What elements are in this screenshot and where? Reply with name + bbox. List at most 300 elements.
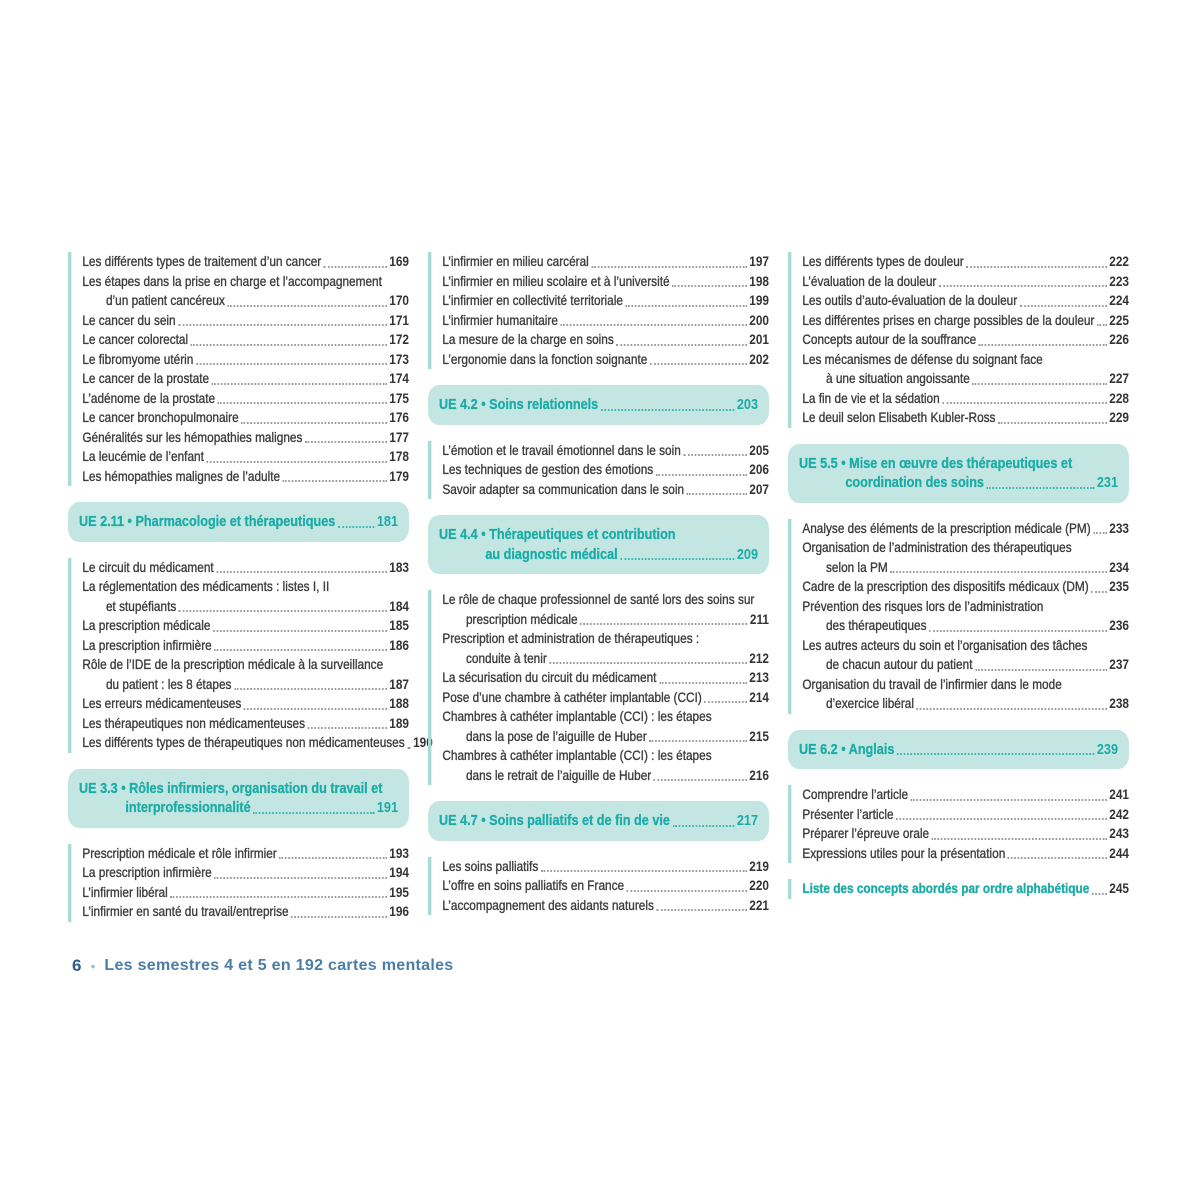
dotted-leader bbox=[308, 727, 387, 729]
toc-entry-line bbox=[442, 746, 769, 766]
toc-entry-label: Organisation de l’administration des thérapeutiques bbox=[802, 539, 1072, 555]
toc-entry-label: Analyse des éléments de la prescription médicale (PM) bbox=[802, 519, 1091, 536]
dotted-leader bbox=[672, 285, 747, 287]
dotted-leader bbox=[214, 649, 386, 651]
toc-entry-label: L’infirmier en collectivité territoriale bbox=[442, 292, 623, 308]
toc-entry-line bbox=[802, 252, 1129, 272]
toc-entry-label: L’offre en soins palliatifs en France bbox=[442, 877, 625, 893]
toc-entry-line bbox=[442, 668, 769, 688]
toc-entry-page: 222 bbox=[1109, 253, 1129, 269]
toc-entry-line bbox=[82, 408, 409, 428]
toc-entry-line bbox=[82, 311, 409, 331]
toc-entry-label: Généralités sur les hémopathies malignes bbox=[82, 428, 303, 445]
toc-entry-label: La leucémie de l’enfant bbox=[82, 448, 204, 464]
toc-entry-line bbox=[442, 857, 769, 877]
toc-entry-page: 207 bbox=[749, 480, 769, 497]
dotted-leader bbox=[291, 916, 387, 918]
toc-entry-line bbox=[802, 558, 1129, 578]
toc-entry-label: Les thérapeutiques non médicamenteuses bbox=[82, 714, 306, 731]
toc-entry-label: Le circuit du médicament bbox=[82, 558, 214, 575]
dotted-leader bbox=[305, 441, 387, 443]
toc-entry-label: Les autres acteurs du soin et l’organisation des tâches bbox=[802, 636, 1088, 653]
toc-entry-line bbox=[802, 805, 1129, 825]
toc-entry-line bbox=[82, 330, 409, 350]
dotted-leader bbox=[659, 682, 747, 684]
dotted-leader bbox=[253, 812, 374, 814]
toc-entry-page: 173 bbox=[389, 350, 409, 367]
toc-entry-line bbox=[82, 252, 409, 272]
section-header bbox=[68, 769, 409, 828]
toc-entry-group bbox=[788, 519, 1129, 714]
toc-entry-page: 177 bbox=[389, 428, 409, 445]
toc-entry-label: prescription médicale bbox=[465, 610, 578, 627]
toc-entry-page: 227 bbox=[1109, 370, 1129, 386]
toc-entry-label: Le cancer colorectal bbox=[82, 331, 189, 347]
toc-entry-label: Prescription et administration de thérapeutiques : bbox=[442, 630, 700, 646]
toc-entry-line bbox=[442, 629, 769, 649]
toc-entry-line bbox=[82, 447, 409, 467]
toc-entry-page: 237 bbox=[1109, 656, 1129, 672]
dotted-leader bbox=[549, 662, 746, 664]
toc-entry-line bbox=[799, 454, 1118, 474]
dotted-leader bbox=[1092, 893, 1107, 895]
toc-entry-line bbox=[802, 636, 1129, 656]
toc-entry-line bbox=[802, 311, 1129, 331]
toc-entry-line bbox=[82, 597, 409, 617]
toc-entry-line bbox=[82, 350, 409, 370]
toc-entry-page: 241 bbox=[1109, 786, 1129, 802]
dotted-leader bbox=[244, 708, 387, 710]
toc-entry-line bbox=[802, 694, 1129, 714]
toc-entry-page: 235 bbox=[1109, 578, 1129, 594]
toc-entry-line bbox=[82, 369, 409, 389]
toc-entry-line bbox=[802, 408, 1129, 428]
dotted-leader bbox=[1020, 305, 1107, 307]
toc-entry-label: Prévention des risques lors de l’administration bbox=[802, 597, 1044, 614]
section-header bbox=[428, 515, 769, 574]
dotted-leader bbox=[683, 454, 746, 456]
dotted-leader bbox=[214, 877, 386, 879]
toc-entry-group bbox=[428, 590, 769, 785]
toc-column-content bbox=[68, 252, 433, 922]
toc-entry-label: Prescription médicale et rôle infirmier bbox=[82, 844, 277, 861]
toc-entry-label: UE 5.5 • Mise en œuvre des thérapeutiques et bbox=[798, 454, 1073, 472]
section-header bbox=[428, 801, 769, 841]
toc-entry-line bbox=[442, 766, 769, 786]
toc-entry-label: Présenter l’article bbox=[802, 805, 894, 822]
dotted-leader bbox=[227, 305, 386, 307]
toc-entry-label: L’évaluation de la douleur bbox=[802, 272, 937, 289]
toc-entry-page: 199 bbox=[749, 292, 769, 308]
toc-entry-line bbox=[802, 597, 1129, 617]
toc-entry-label: Le deuil selon Elisabeth Kubler-Ross bbox=[802, 409, 996, 425]
toc-entry-label: UE 3.3 • Rôles infirmiers, organisation du travail et bbox=[78, 779, 383, 797]
toc-entry-page: 221 bbox=[749, 896, 769, 913]
toc-entry-page: 178 bbox=[389, 448, 409, 464]
toc-entry-line bbox=[802, 824, 1129, 844]
toc-entry-line bbox=[82, 291, 409, 311]
toc-entry-line bbox=[802, 655, 1129, 675]
section-header bbox=[68, 502, 409, 542]
dotted-leader bbox=[986, 487, 1094, 489]
toc-entry-line bbox=[442, 590, 769, 610]
toc-entry-group bbox=[68, 844, 409, 922]
toc-entry-line bbox=[442, 727, 769, 747]
toc-entry-page: 188 bbox=[389, 695, 409, 711]
dotted-leader bbox=[890, 571, 1106, 573]
toc-column bbox=[68, 252, 433, 938]
dotted-leader bbox=[541, 870, 747, 872]
toc-entry-label: Liste des concepts abordés par ordre alphabétique bbox=[802, 880, 1090, 896]
toc-entry-line bbox=[439, 545, 758, 565]
dotted-leader bbox=[687, 493, 747, 495]
toc-entry-label: Les différentes prises en charge possibles de la douleur bbox=[802, 311, 1095, 328]
dotted-leader bbox=[932, 838, 1107, 840]
toc-entry-line bbox=[802, 272, 1129, 292]
toc-entry-page: 213 bbox=[749, 669, 769, 685]
section-header bbox=[428, 385, 769, 425]
toc-entry-group bbox=[788, 785, 1129, 863]
toc-entry-label: L’ergonomie dans la fonction soignante bbox=[442, 350, 648, 367]
toc-entry-line bbox=[82, 616, 409, 636]
toc-entry-line bbox=[82, 428, 409, 448]
toc-entry-group bbox=[428, 252, 769, 369]
toc-entry-label: UE 4.4 • Thérapeutiques et contribution bbox=[438, 526, 676, 543]
toc-entry-line bbox=[802, 675, 1129, 695]
toc-entry-page: 242 bbox=[1109, 805, 1129, 822]
toc-entry-line bbox=[442, 480, 769, 500]
toc-entry-page: 219 bbox=[749, 857, 769, 874]
dotted-leader bbox=[975, 669, 1107, 671]
dotted-leader bbox=[1091, 591, 1107, 593]
toc-entry-line bbox=[442, 707, 769, 727]
toc-entry-line bbox=[442, 688, 769, 708]
toc-entry-page: 220 bbox=[749, 877, 769, 893]
toc-entry-label: Expressions utiles pour la présentation bbox=[802, 844, 1006, 861]
toc-entry-page: 215 bbox=[749, 727, 769, 744]
toc-entry-label: Le rôle de chaque professionnel de santé lors des soins sur bbox=[442, 591, 755, 607]
toc-column bbox=[788, 252, 1129, 938]
dotted-leader bbox=[654, 779, 747, 781]
toc-entry-line bbox=[439, 525, 758, 545]
toc-entry-page: 187 bbox=[389, 675, 409, 692]
toc-entry-page: 225 bbox=[1109, 311, 1129, 328]
toc-entry-page: 183 bbox=[389, 558, 409, 575]
toc-entry-label: La réglementation des médicaments : listes I, II bbox=[82, 578, 330, 594]
toc-entry-line bbox=[442, 291, 769, 311]
toc-entry-label: de chacun autour du patient bbox=[825, 656, 973, 672]
toc-entry-label: L’infirmier humanitaire bbox=[442, 311, 558, 328]
toc-entry-page: 233 bbox=[1109, 519, 1129, 536]
toc-entry-line bbox=[82, 272, 409, 292]
dotted-leader bbox=[218, 402, 387, 404]
dotted-leader bbox=[620, 558, 734, 560]
toc-entry-page: 179 bbox=[389, 467, 409, 484]
dotted-leader bbox=[929, 630, 1107, 632]
toc-entry-label: La mesure de la charge en soins bbox=[442, 331, 614, 347]
toc-entry-label: Les techniques de gestion des émotions bbox=[442, 461, 654, 477]
toc-entry-line bbox=[442, 896, 769, 916]
toc-entry-page: 212 bbox=[749, 649, 769, 666]
toc-entry-label: L’infirmier en santé du travail/entreprise bbox=[82, 903, 289, 919]
toc-entry-page: 228 bbox=[1109, 389, 1129, 406]
toc-entry-line bbox=[802, 369, 1129, 389]
toc-entry-label: interprofessionnalité bbox=[125, 799, 251, 816]
section-header bbox=[788, 730, 1129, 770]
toc-entry-group bbox=[428, 441, 769, 500]
toc-entry-label: Les différents types de douleur bbox=[802, 253, 964, 269]
toc-entry-line bbox=[442, 876, 769, 896]
toc-entry-label: dans la pose de l’aiguille de Huber bbox=[465, 727, 647, 744]
toc-entry-line bbox=[82, 883, 409, 903]
toc-entry-label: Cadre de la prescription des dispositifs médicaux (DM) bbox=[802, 578, 1089, 594]
toc-entry-line bbox=[79, 798, 398, 818]
toc-entry-page: 214 bbox=[749, 688, 769, 705]
toc-entry-page: 202 bbox=[749, 350, 769, 367]
toc-entry-label: La prescription infirmière bbox=[82, 864, 212, 880]
toc-entry-line bbox=[802, 330, 1129, 350]
toc-entry-label: UE 6.2 • Anglais bbox=[798, 740, 895, 758]
toc-entry-line bbox=[802, 577, 1129, 597]
toc-column bbox=[428, 252, 769, 938]
dotted-leader bbox=[191, 344, 387, 346]
toc-entry-label: Les différents types de traitement d’un cancer bbox=[82, 253, 322, 269]
toc-column-content bbox=[428, 252, 769, 915]
toc-entry-page: 223 bbox=[1109, 272, 1129, 289]
toc-entry-page: 229 bbox=[1109, 409, 1129, 425]
toc-entry-label: Organisation du travail de l’infirmier dans le mode bbox=[802, 675, 1062, 692]
toc-entry-line bbox=[82, 558, 409, 578]
toc-entry-label: L’infirmier libéral bbox=[82, 883, 168, 900]
toc-entry-line bbox=[79, 512, 398, 532]
footer-book-title: Les semestres 4 et 5 en 192 cartes mentales bbox=[104, 957, 454, 974]
toc-entry-page: 185 bbox=[389, 617, 409, 633]
toc-entry-page: 217 bbox=[736, 812, 759, 829]
toc-entry-line bbox=[82, 714, 409, 734]
toc-entry-label: L’adénome de la prostate bbox=[82, 389, 216, 406]
toc-entry-line bbox=[442, 460, 769, 480]
dotted-leader bbox=[196, 363, 387, 365]
toc-entry-label: Le fibromyome utérin bbox=[82, 350, 194, 367]
toc-entry-label: Les différents types de thérapeutiques non médicamenteuses bbox=[82, 734, 405, 750]
toc-entry-label: conduite à tenir bbox=[465, 649, 547, 666]
toc-entry-label: L’infirmier en milieu scolaire et à l’université bbox=[442, 272, 670, 289]
toc-entry-line bbox=[802, 350, 1129, 370]
dotted-leader bbox=[650, 363, 747, 365]
toc-entry-line bbox=[802, 519, 1129, 539]
toc-entry-group bbox=[68, 558, 433, 753]
toc-entry-label: Savoir adapter sa communication dans le soin bbox=[442, 480, 685, 497]
toc-entry-label: L’infirmier en milieu carcéral bbox=[442, 253, 589, 269]
toc-entry-page: 239 bbox=[1096, 740, 1119, 758]
toc-entry-line bbox=[82, 636, 409, 656]
toc-entry-group bbox=[68, 252, 409, 486]
toc-entry-page: 206 bbox=[749, 461, 769, 477]
toc-entry-page: 200 bbox=[749, 311, 769, 328]
dotted-leader bbox=[591, 266, 746, 268]
toc-entry-page: 190 bbox=[413, 734, 433, 750]
toc-entry-page: 224 bbox=[1109, 292, 1129, 308]
toc-entry-page: 181 bbox=[376, 513, 399, 530]
dotted-leader bbox=[656, 909, 746, 911]
toc-entry-page: 226 bbox=[1109, 331, 1129, 347]
toc-entry-line bbox=[82, 675, 409, 695]
toc-entry-label: Le cancer de la prostate bbox=[82, 370, 210, 386]
toc-entry-line bbox=[82, 844, 409, 864]
toc-entry-page: 211 bbox=[749, 610, 769, 627]
toc-entry-page: 238 bbox=[1109, 695, 1129, 711]
toc-entry-label: Chambres à cathéter implantable (CCI) : les étapes bbox=[442, 747, 712, 763]
section-header bbox=[788, 444, 1129, 503]
dotted-leader bbox=[911, 799, 1107, 801]
toc-entry-page: 201 bbox=[749, 331, 769, 347]
dotted-leader bbox=[324, 266, 387, 268]
toc-entry-page: 196 bbox=[389, 903, 409, 919]
toc-entry-label: du patient : les 8 étapes bbox=[105, 675, 232, 692]
dotted-leader bbox=[616, 344, 746, 346]
toc-entry-line bbox=[802, 538, 1129, 558]
dotted-leader bbox=[704, 701, 746, 703]
toc-entry-page: 236 bbox=[1109, 617, 1129, 633]
dotted-leader bbox=[917, 708, 1107, 710]
dotted-leader bbox=[1008, 857, 1107, 859]
toc-entry-line bbox=[442, 311, 769, 331]
dotted-leader bbox=[1097, 324, 1107, 326]
dotted-leader bbox=[979, 344, 1107, 346]
dotted-leader bbox=[178, 324, 387, 326]
toc-entry-label: Rôle de l’IDE de la prescription médicale à la surveillance bbox=[82, 656, 384, 672]
toc-entry-label: au diagnostic médical bbox=[485, 545, 618, 563]
toc-entry-page: 245 bbox=[1109, 880, 1129, 896]
toc-entry-label: Les outils d’auto-évaluation de la douleur bbox=[802, 292, 1018, 308]
toc-entry-label: Les étapes dans la prise en charge et l’accompagnement bbox=[82, 272, 382, 289]
dotted-leader bbox=[580, 623, 747, 625]
toc-entry-label: et stupéfiants bbox=[105, 597, 177, 614]
footer-page-number: 6 bbox=[72, 956, 82, 975]
dotted-leader bbox=[179, 610, 387, 612]
toc-entry-label: La sécurisation du circuit du médicament bbox=[442, 669, 657, 685]
toc-entry-page: 205 bbox=[749, 441, 769, 458]
toc-entry-label: Chambres à cathéter implantable (CCI) : les étapes bbox=[442, 708, 712, 724]
toc-entry-label: à une situation angoissante bbox=[825, 370, 970, 386]
dotted-leader bbox=[212, 383, 387, 385]
dotted-leader bbox=[656, 474, 747, 476]
toc-entry-page: 171 bbox=[389, 311, 409, 328]
toc-entry-line bbox=[82, 389, 409, 409]
dotted-leader bbox=[649, 740, 747, 742]
toc-entry-line bbox=[802, 785, 1129, 805]
toc-entry-line bbox=[442, 252, 769, 272]
toc-entry-line bbox=[439, 395, 758, 415]
toc-entry-page: 234 bbox=[1109, 558, 1129, 575]
toc-entry-label: Les erreurs médicamenteuses bbox=[82, 695, 242, 711]
toc-entry-line bbox=[802, 389, 1129, 409]
toc-entry-page: 169 bbox=[389, 253, 409, 269]
dotted-leader bbox=[896, 818, 1107, 820]
toc-entry-page: 189 bbox=[389, 714, 409, 731]
dotted-leader bbox=[338, 526, 375, 528]
toc-entry-label: La prescription infirmière bbox=[82, 636, 212, 653]
toc-entry-label: Pose d’une chambre à cathéter implantable (CCI) bbox=[442, 688, 702, 705]
toc-entry-page: 197 bbox=[749, 253, 769, 269]
toc-entry-line bbox=[802, 291, 1129, 311]
dotted-leader bbox=[966, 266, 1106, 268]
toc-entry-label: Préparer l’épreuve orale bbox=[802, 825, 930, 841]
toc-entry-label: L’émotion et le travail émotionnel dans le soin bbox=[442, 441, 681, 458]
toc-entry-label: L’accompagnement des aidants naturels bbox=[442, 896, 654, 913]
dotted-leader bbox=[216, 571, 386, 573]
toc-entry-page: 209 bbox=[736, 545, 759, 563]
toc-entry-line bbox=[82, 902, 409, 922]
dotted-leader bbox=[170, 896, 386, 898]
toc-entry-line bbox=[802, 879, 1129, 899]
dotted-leader bbox=[897, 753, 1094, 755]
toc-entry-page: 216 bbox=[749, 766, 769, 783]
toc-entry-label: UE 4.7 • Soins palliatifs et de fin de vie bbox=[438, 812, 670, 829]
bullet-icon: • bbox=[90, 958, 96, 974]
toc-entry-label: des thérapeutiques bbox=[825, 617, 927, 633]
dotted-leader bbox=[241, 422, 387, 424]
dotted-leader bbox=[279, 857, 386, 859]
toc-entry-line bbox=[442, 272, 769, 292]
toc-entry-line bbox=[442, 441, 769, 461]
toc-entry-label: UE 2.11 • Pharmacologie et thérapeutiques bbox=[78, 513, 336, 530]
toc-entry-line bbox=[79, 779, 398, 799]
toc-entry-page: 176 bbox=[389, 409, 409, 425]
dotted-leader bbox=[206, 461, 386, 463]
footer bbox=[72, 956, 454, 976]
toc-entry-label: Les mécanismes de défense du soignant face bbox=[802, 350, 1043, 367]
toc-entry-label: Le cancer du sein bbox=[82, 311, 176, 328]
toc-entry-label: La fin de vie et la sédation bbox=[802, 389, 940, 406]
toc-entry-label: dans le retrait de l’aiguille de Huber bbox=[465, 766, 652, 783]
toc-entry-page: 195 bbox=[389, 883, 409, 900]
dotted-leader bbox=[625, 305, 746, 307]
toc-entry-line bbox=[82, 467, 409, 487]
dotted-leader bbox=[560, 324, 746, 326]
toc-entry-label: Concepts autour de la souffrance bbox=[802, 331, 977, 347]
toc-entry-page: 174 bbox=[389, 370, 409, 386]
toc-entry-label: Les soins palliatifs bbox=[442, 857, 539, 874]
toc-entry-page: 244 bbox=[1109, 844, 1129, 861]
dotted-leader bbox=[672, 825, 734, 827]
toc-entry-line bbox=[442, 610, 769, 630]
toc-column-content bbox=[788, 252, 1129, 899]
toc-entry-page: 186 bbox=[389, 636, 409, 653]
toc-entry-line bbox=[799, 473, 1118, 493]
toc-entry-line bbox=[442, 649, 769, 669]
toc-entry-page: 184 bbox=[389, 597, 409, 614]
dotted-leader bbox=[213, 630, 387, 632]
dotted-leader bbox=[601, 409, 735, 411]
toc-entry-label: UE 4.2 • Soins relationnels bbox=[438, 396, 599, 413]
toc-entry-label: selon la PM bbox=[825, 558, 888, 575]
toc-entry-page: 193 bbox=[389, 844, 409, 861]
toc-entry-label: Le cancer bronchopulmonaire bbox=[82, 409, 239, 425]
toc-entry-group bbox=[428, 857, 769, 916]
toc-entry-line bbox=[82, 863, 409, 883]
dotted-leader bbox=[1093, 532, 1107, 534]
dotted-leader bbox=[283, 480, 387, 482]
toc-entry-line bbox=[802, 616, 1129, 636]
toc-entry-label: coordination des soins bbox=[845, 474, 984, 491]
toc-entry-label: Les hémopathies malignes de l’adulte bbox=[82, 467, 281, 484]
toc-entry-label: d’exercice libéral bbox=[825, 695, 914, 711]
toc-entry-page: 194 bbox=[389, 864, 409, 880]
toc-entry-page: 203 bbox=[736, 396, 759, 413]
dotted-leader bbox=[407, 747, 410, 749]
toc-entry-label: Comprendre l’article bbox=[802, 786, 909, 802]
